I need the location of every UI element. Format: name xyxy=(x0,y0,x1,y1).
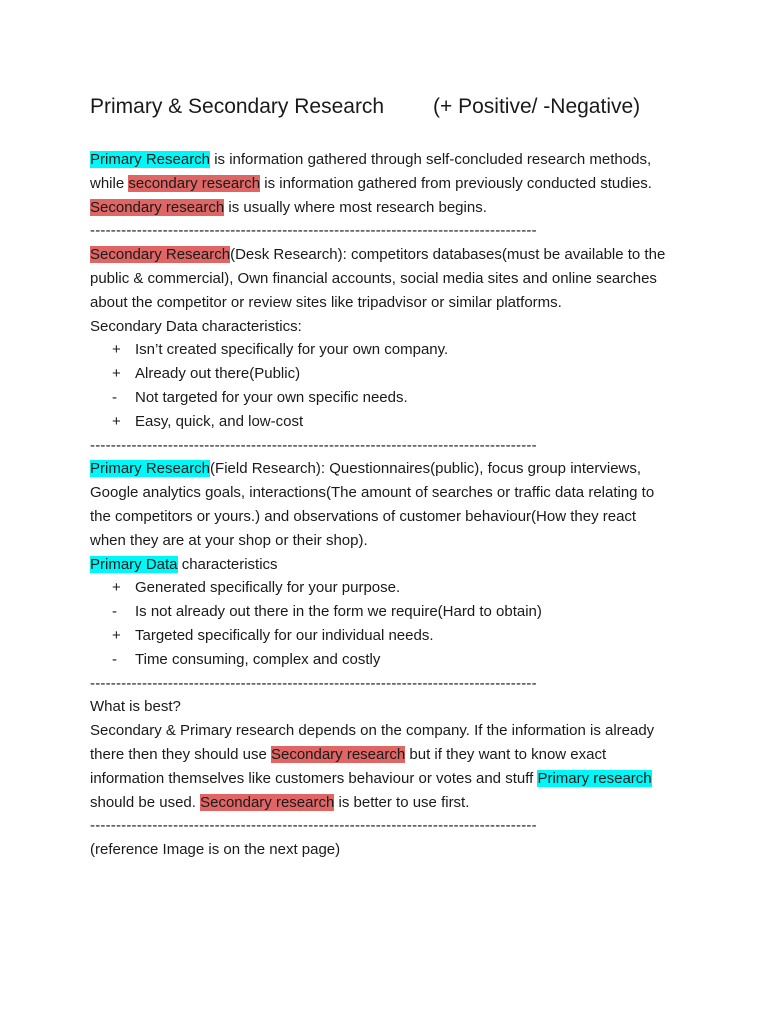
bullet-text: Time consuming, complex and costly xyxy=(135,650,381,668)
bullet-text: Generated specifically for your purpose. xyxy=(135,579,401,597)
list-item xyxy=(90,410,682,434)
highlight-secondary-research: Secondary research xyxy=(270,745,406,763)
bullet-mark: + xyxy=(112,626,121,644)
list-item xyxy=(90,362,682,386)
primary-char-text: characteristics xyxy=(177,555,278,573)
bullet-text: Already out there(Public) xyxy=(135,365,301,383)
bullet-text: Isn’t created specifically for your own company. xyxy=(135,341,449,359)
section-separator: -------------------------------------------------------------------------------------- xyxy=(90,436,537,454)
title-legend: (+ Positive/ -Negative) xyxy=(433,95,641,118)
bullet-mark: + xyxy=(112,579,121,597)
intro-text: is information gathered through self-concluded research methods, xyxy=(210,151,652,168)
reference-note: (reference Image is on the next page) xyxy=(90,841,341,859)
intro-line-3 xyxy=(90,196,682,220)
list-item xyxy=(90,386,682,410)
best-text: there then they should use xyxy=(90,745,271,763)
primary-text: (Field Research): Questionnaires(public), focus group interviews, xyxy=(210,460,642,478)
best-text: is better to use first. xyxy=(334,793,470,811)
secondary-line-1 xyxy=(90,243,682,267)
highlight-primary-research: Primary Research xyxy=(90,460,211,478)
secondary-line-2: public & commercial), Own financial accounts, social media sites and online searches xyxy=(90,269,657,287)
section-separator: -------------------------------------------------------------------------------------- xyxy=(90,222,537,240)
best-text: information themselves like customers behaviour or votes and stuff xyxy=(90,769,538,787)
highlight-primary-research: Primary research xyxy=(537,769,652,787)
bullet-text: Not targeted for your own specific needs. xyxy=(135,388,408,406)
bullet-mark: - xyxy=(112,650,117,668)
primary-line-1 xyxy=(90,457,682,481)
best-line-2 xyxy=(90,743,682,767)
title-text: Primary & Secondary Research xyxy=(90,95,385,118)
intro-text: while xyxy=(90,174,129,192)
bullet-text: Targeted specifically for our individual needs. xyxy=(135,626,434,644)
best-text: but if they want to know exact xyxy=(405,745,607,763)
bullet-mark: + xyxy=(112,365,121,383)
highlight-primary-research: Primary Research xyxy=(90,151,211,168)
list-item xyxy=(90,648,682,672)
bullet-mark: + xyxy=(112,412,121,430)
best-line-3 xyxy=(90,767,682,791)
primary-characteristics-heading xyxy=(90,553,682,577)
secondary-characteristics-heading: Secondary Data characteristics: xyxy=(90,317,302,335)
highlight-secondary-research: secondary research xyxy=(128,174,261,192)
best-text: should be used. xyxy=(90,793,201,811)
highlight-secondary-research: Secondary research xyxy=(90,198,225,216)
intro-text: is information gathered from previously conducted studies. xyxy=(260,174,652,192)
bullet-text: Is not already out there in the form we require(Hard to obtain) xyxy=(135,603,542,621)
bullet-mark: - xyxy=(112,388,117,406)
section-separator: -------------------------------------------------------------------------------------- xyxy=(90,674,537,692)
list-item xyxy=(90,624,682,648)
primary-line-4: when they are at your shop or their shop). xyxy=(90,531,368,549)
secondary-line-3: about the competitor or review sites like tripadvisor or similar platforms. xyxy=(90,293,562,311)
list-item xyxy=(90,576,682,600)
section-separator: -------------------------------------------------------------------------------------- xyxy=(90,817,537,835)
highlight-secondary-research: Secondary research xyxy=(200,793,335,811)
intro-line-2 xyxy=(90,172,682,196)
bullet-mark: - xyxy=(112,603,117,621)
highlight-primary-data: Primary Data xyxy=(90,555,178,573)
document-body xyxy=(90,148,682,862)
page-title xyxy=(90,92,690,122)
secondary-text: (Desk Research): competitors databases(must be available to the xyxy=(230,246,666,264)
best-line-1: Secondary & Primary research depends on the company. If the information is already xyxy=(90,722,655,740)
primary-line-3: the competitors or yours.) and observations of customer behaviour(How they react xyxy=(90,507,637,525)
intro-line-1 xyxy=(90,148,682,172)
best-question: What is best? xyxy=(90,698,181,716)
bullet-mark: + xyxy=(112,341,121,359)
best-line-4 xyxy=(90,791,682,815)
primary-line-2: Google analytics goals, interactions(The amount of searches or traffic data relating to xyxy=(90,484,655,502)
intro-text: is usually where most research begins. xyxy=(224,198,487,216)
highlight-secondary-research: Secondary Research xyxy=(90,246,231,264)
bullet-text: Easy, quick, and low-cost xyxy=(135,412,304,430)
list-item xyxy=(90,600,682,624)
list-item xyxy=(90,338,682,362)
